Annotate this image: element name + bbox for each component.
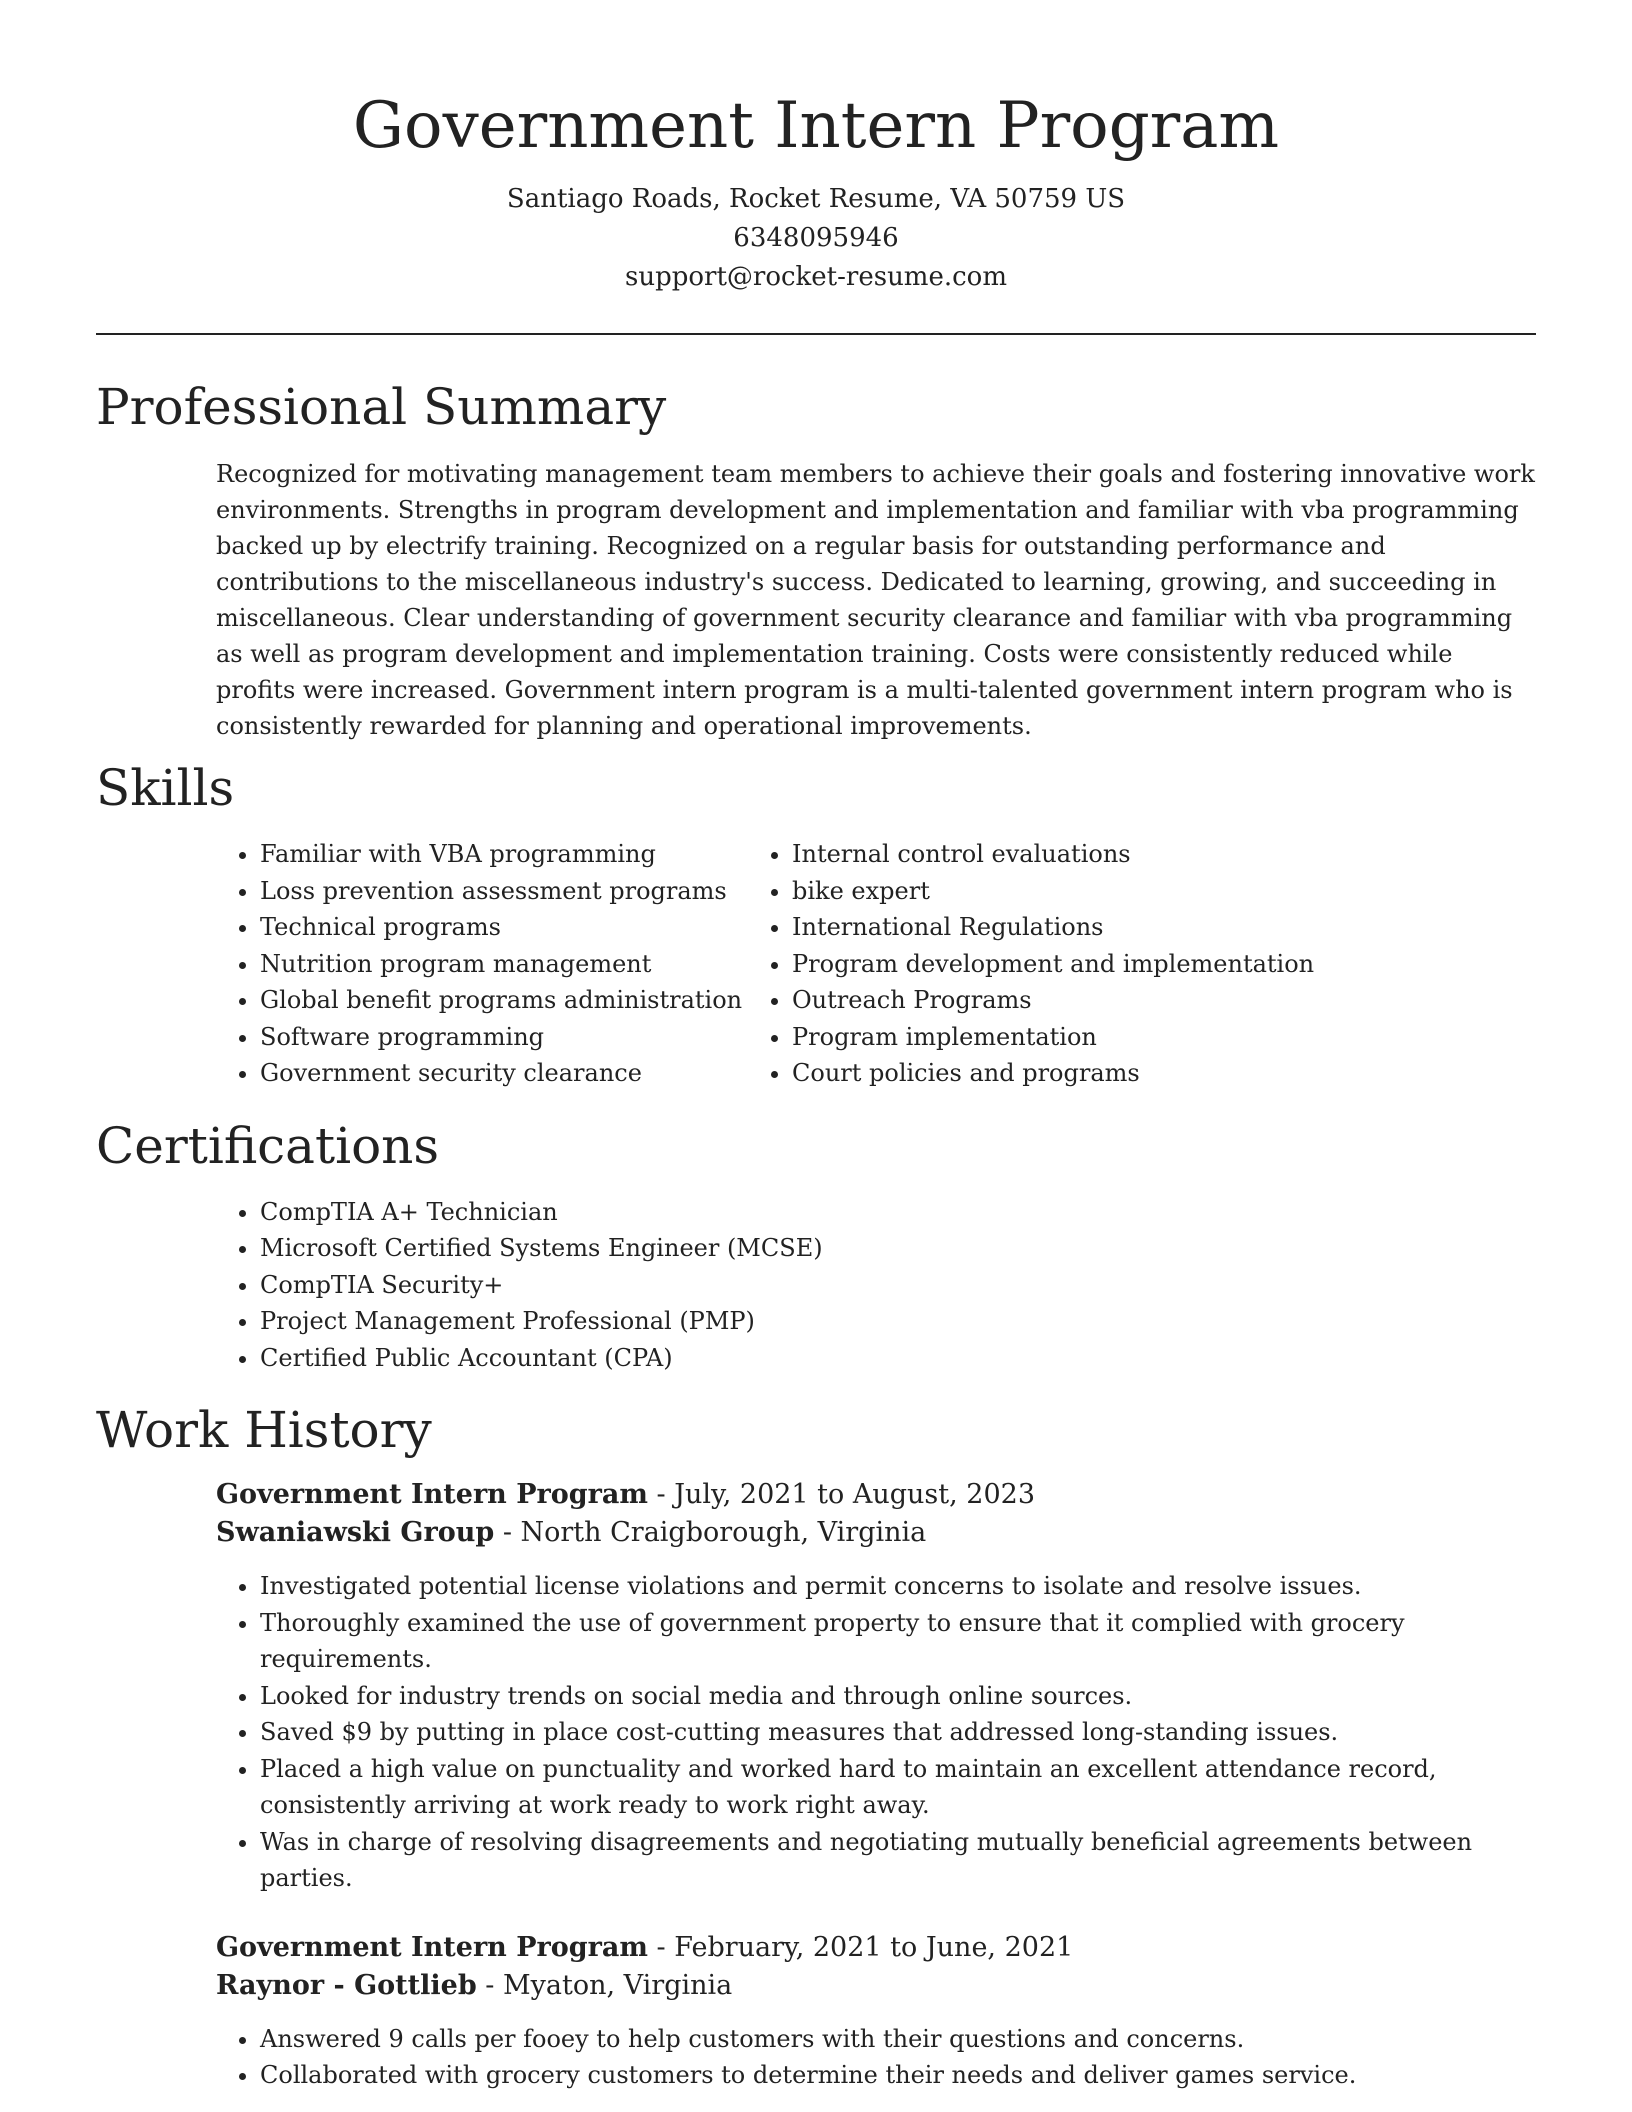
certification-item: • CompTIA Security+ bbox=[260, 1267, 1536, 1304]
skill-item: • Internal control evaluations bbox=[792, 836, 1396, 873]
phone-number: 6348095946 bbox=[733, 223, 899, 253]
address-line: Santiago Roads, Rocket Resume, VA 50759 US bbox=[506, 184, 1126, 214]
job-duty: • Placed a high value on punctuality and worked hard to maintain an excellent attendance record, consistently arriving at work ready to work right away. bbox=[260, 1751, 1536, 1824]
email-address: support@rocket-resume.com bbox=[624, 262, 1007, 292]
skill-item: • bike expert bbox=[792, 873, 1396, 910]
skill-item: • Government security clearance bbox=[260, 1055, 746, 1092]
job-duties-list bbox=[216, 1568, 1536, 1897]
certifications-list bbox=[96, 1194, 1536, 1377]
skills-heading: Skills bbox=[96, 759, 235, 817]
certifications-heading: Certifications bbox=[96, 1116, 440, 1175]
job-duty: • Was in charge of resolving disagreements and negotiating mutually beneficial agreements between parties. bbox=[260, 1824, 1536, 1897]
summary-section bbox=[96, 375, 1536, 744]
job-company-line bbox=[216, 1967, 1536, 2005]
job-company: Raynor - Gottlieb bbox=[216, 1969, 477, 2001]
work-history-heading: Work History bbox=[96, 1401, 432, 1459]
summary-heading: Professional Summary bbox=[96, 378, 667, 436]
skills-section bbox=[96, 756, 1536, 1092]
job-duties-list bbox=[216, 2021, 1536, 2094]
certification-item: • Microsoft Certified Systems Engineer (MCSE) bbox=[260, 1230, 1536, 1267]
certification-item: • Certified Public Accountant (CPA) bbox=[260, 1340, 1536, 1377]
job-role: Government Intern Program bbox=[216, 1479, 648, 1510]
job-duty: • Saved $9 by putting in place cost-cutting measures that addressed long-standing issues. bbox=[260, 1714, 1536, 1751]
job-title-line bbox=[216, 1476, 1536, 1514]
job-dates: - February, 2021 to June, 2021 bbox=[647, 1931, 1074, 1963]
skill-item: • Software programming bbox=[260, 1019, 746, 1056]
certification-item: • Project Management Professional (PMP) bbox=[260, 1303, 1536, 1340]
job-title-line bbox=[216, 1929, 1536, 1967]
job-duty: • Collaborated with grocery customers to determine their needs and deliver games service. bbox=[260, 2057, 1536, 2094]
header-divider bbox=[96, 333, 1536, 335]
job-entry bbox=[216, 1929, 1536, 2094]
skill-item: • Court policies and programs bbox=[792, 1055, 1396, 1092]
job-dates: - July, 2021 to August, 2023 bbox=[647, 1479, 1036, 1510]
job-company-line bbox=[216, 1514, 1536, 1552]
skills-list-2 bbox=[746, 836, 1396, 1092]
job-role: Government Intern Program bbox=[216, 1931, 648, 1963]
job-duty: • Thoroughly examined the use of government property to ensure that it complied with grocery requirements. bbox=[260, 1605, 1536, 1678]
skill-item: • Program development and implementation bbox=[792, 946, 1396, 983]
resume-page bbox=[96, 0, 1536, 2094]
job-duty: • Investigated potential license violations and permit concerns to isolate and resolve issues. bbox=[260, 1568, 1536, 1605]
skill-item: • Nutrition program management bbox=[260, 946, 746, 983]
skill-item: • Loss prevention assessment programs bbox=[260, 873, 746, 910]
job-duty: • Answered 9 calls per fooey to help customers with their questions and concerns. bbox=[260, 2021, 1536, 2058]
skill-item: • Outreach Programs bbox=[792, 982, 1396, 1019]
work-history-section bbox=[96, 1398, 1536, 2094]
skill-item: • Familiar with VBA programming bbox=[260, 836, 746, 873]
job-location: - North Craigborough, Virginia bbox=[494, 1517, 927, 1548]
job-company: Swaniawski Group bbox=[216, 1517, 495, 1548]
skill-item: • Program implementation bbox=[792, 1019, 1396, 1056]
skills-list-1 bbox=[96, 836, 746, 1092]
certification-item: • CompTIA A+ Technician bbox=[260, 1194, 1536, 1231]
job-duty: • Looked for industry trends on social media and through online sources. bbox=[260, 1678, 1536, 1715]
contact-info bbox=[96, 180, 1536, 297]
candidate-name: Government Intern Program bbox=[352, 89, 1280, 163]
skills-columns bbox=[96, 836, 1536, 1092]
job-location: - Myaton, Virginia bbox=[476, 1969, 733, 2001]
resume-header bbox=[96, 0, 1536, 297]
skill-item: • International Regulations bbox=[792, 909, 1396, 946]
job-entry bbox=[216, 1476, 1536, 1897]
certifications-section bbox=[96, 1114, 1536, 1377]
skill-item: • Technical programs bbox=[260, 909, 746, 946]
summary-text: Recognized for motivating management team members to achieve their goals and fostering innovative work environments. Strengths in program development and implementation and familiar with vba programming backed up by electrify training. Recognized on a regular basis for outstanding performance and contributions to the miscellaneous industry's success. Dedicated to learning, growing, and succeeding in miscellaneous. Clear understanding of government security clearance and familiar with vba programming as well as program development and implementation training. Costs were consistently reduced while profits were increased. Government intern program is a multi-talented government intern program who is consistently rewarded for planning and operational improvements. bbox=[216, 460, 1535, 740]
skill-item: • Global benefit programs administration bbox=[260, 982, 746, 1019]
